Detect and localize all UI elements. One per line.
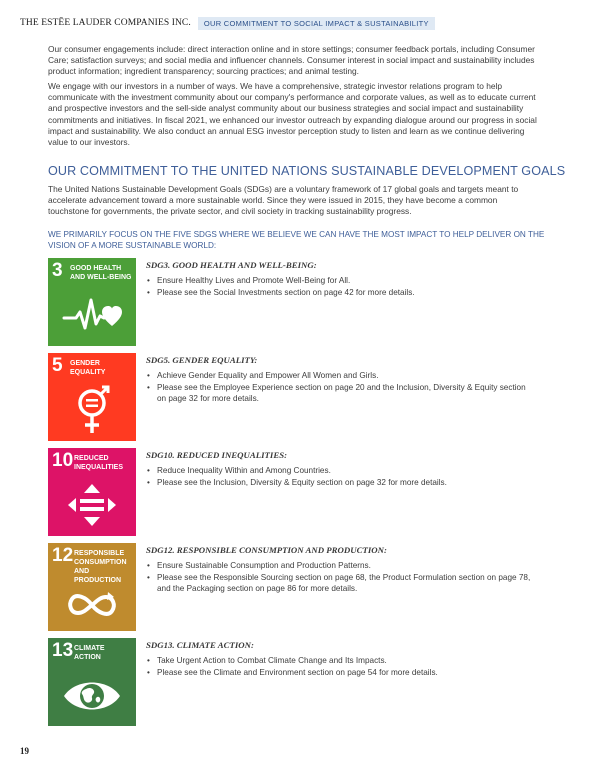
list-item: • Reduce Inequality Within and Among Countries. [146,465,536,476]
sdg-description: The United Nations Sustainable Development Goals (SDGs) are a voluntary framework of 17 global goals and targets meant to accelerate advancement toward a more sustainable world. Since they were issued in 2015, they have become a common touchstone for governments, the private sector, and civil society in tracking sustainability progress. [48,184,519,217]
sdg-10-bullets [146,465,536,489]
sdg-13-tile [48,638,136,726]
list-item: • Achieve Gender Equality and Empower All Women and Girls. [146,370,536,381]
sdg-focus-statement: WE PRIMARILY FOCUS ON THE FIVE SDGS WHERE WE BELIEVE WE CAN HAVE THE MOST IMPACT TO HELP DELIVER ON THE VISION OF A MORE SUSTAINABLE WORLD: [48,230,545,250]
sdg-12-row [48,543,538,631]
brand-name: THE ESTĒE LAUDER COMPANIES INC. [20,18,191,28]
sdg-number: 5 [52,355,63,376]
page-header [20,16,435,30]
sdg-10-row [48,448,538,536]
sdg-3-bullets [146,275,536,299]
sdg-number: 13 [52,640,74,661]
earth-eye-icon [62,670,122,720]
sdg-10-tile [48,448,136,536]
page-number: 19 [20,746,29,756]
sdg-tile-label: CLIMATE ACTION [74,645,105,661]
sdg-tile-label: RESPONSIBLE CONSUMPTION AND PRODUCTION [74,550,127,584]
sdg-3-row [48,258,538,346]
sdg-10-title: SDG10. REDUCED INEQUALITIES: [146,450,288,460]
list-item: • Please see the Inclusion, Diversity & Equity section on page 32 for more details. [146,477,536,488]
sdg-number: 3 [52,260,63,281]
sdg-number: 12 [52,545,74,566]
list-item: • Ensure Sustainable Consumption and Production Patterns. [146,560,536,571]
sdg-13-title: SDG13. CLIMATE ACTION: [146,640,254,650]
list-item: • Please see the Climate and Environment section on page 54 for more details. [146,667,536,678]
list-item: • Take Urgent Action to Combat Climate Change and Its Impacts. [146,655,536,666]
intro-paragraph-investors: We engage with our investors in a number of ways. We have a comprehensive, strategic investor relations program to help communicate with the investment community about our company's performance and corporate values, as well as to educate current and prospective investors and the sell-side analyst community about our business strategies and social impact and sustainability commitments and initiatives. In fiscal 2021, we enhanced our investor outreach by expanding dialogue around our progress in social impact and sustainability. We also conduct an annual ESG investor perception study to listen and learn as we continue delivering value to our investors. [48,81,537,148]
sdg-12-title: SDG12. RESPONSIBLE CONSUMPTION AND PRODUCTION: [146,545,387,555]
intro-paragraph-consumers: Our consumer engagements include: direct interaction online and in store settings; consumer feedback portals, including Consumer Care; satisfaction surveys; and social media and influencer channels. Consumer interest in social impact and sustainability includes product information; ingredient transparency; sourcing practices; and animal testing. [48,44,535,77]
reduced-inequalities-icon [62,480,122,530]
list-item: • Ensure Healthy Lives and Promote Well-Being for All. [146,275,536,286]
sdg-tile-label: REDUCED INEQUALITIES [74,455,124,471]
sdg-3-title: SDG3. GOOD HEALTH AND WELL-BEING: [146,260,317,270]
sdg-tile-label: GOOD HEALTH AND WELL-BEING [70,265,132,281]
sdg-5-tile [48,353,136,441]
sdg-12-bullets [146,560,536,595]
sdg-section-title: OUR COMMITMENT TO THE UNITED NATIONS SUSTAINABLE DEVELOPMENT GOALS [48,164,566,178]
sdg-3-tile [48,258,136,346]
infinity-icon [62,575,122,625]
heartbeat-icon [62,290,122,340]
gender-equality-icon [62,385,122,435]
sdg-12-tile [48,543,136,631]
sdg-5-title: SDG5. GENDER EQUALITY: [146,355,258,365]
sdg-number: 10 [52,450,74,471]
list-item: • Please see the Social Investments section on page 42 for more details. [146,287,536,298]
sdg-13-bullets [146,655,536,679]
sdg-tile-label: GENDER EQUALITY [70,360,106,376]
list-item: • Please see the Employee Experience section on page 20 and the Inclusion, Diversity & Equity section on page 32 for more details. [146,382,536,404]
section-label: OUR COMMITMENT TO SOCIAL IMPACT & SUSTAINABILITY [198,17,435,30]
list-item: • Please see the Responsible Sourcing section on page 68, the Product Formulation section on page 78, and the Packaging section on page 86 for more details. [146,572,536,594]
sdg-5-bullets [146,370,536,405]
sdg-13-row [48,638,538,726]
sdg-5-row [48,353,538,441]
